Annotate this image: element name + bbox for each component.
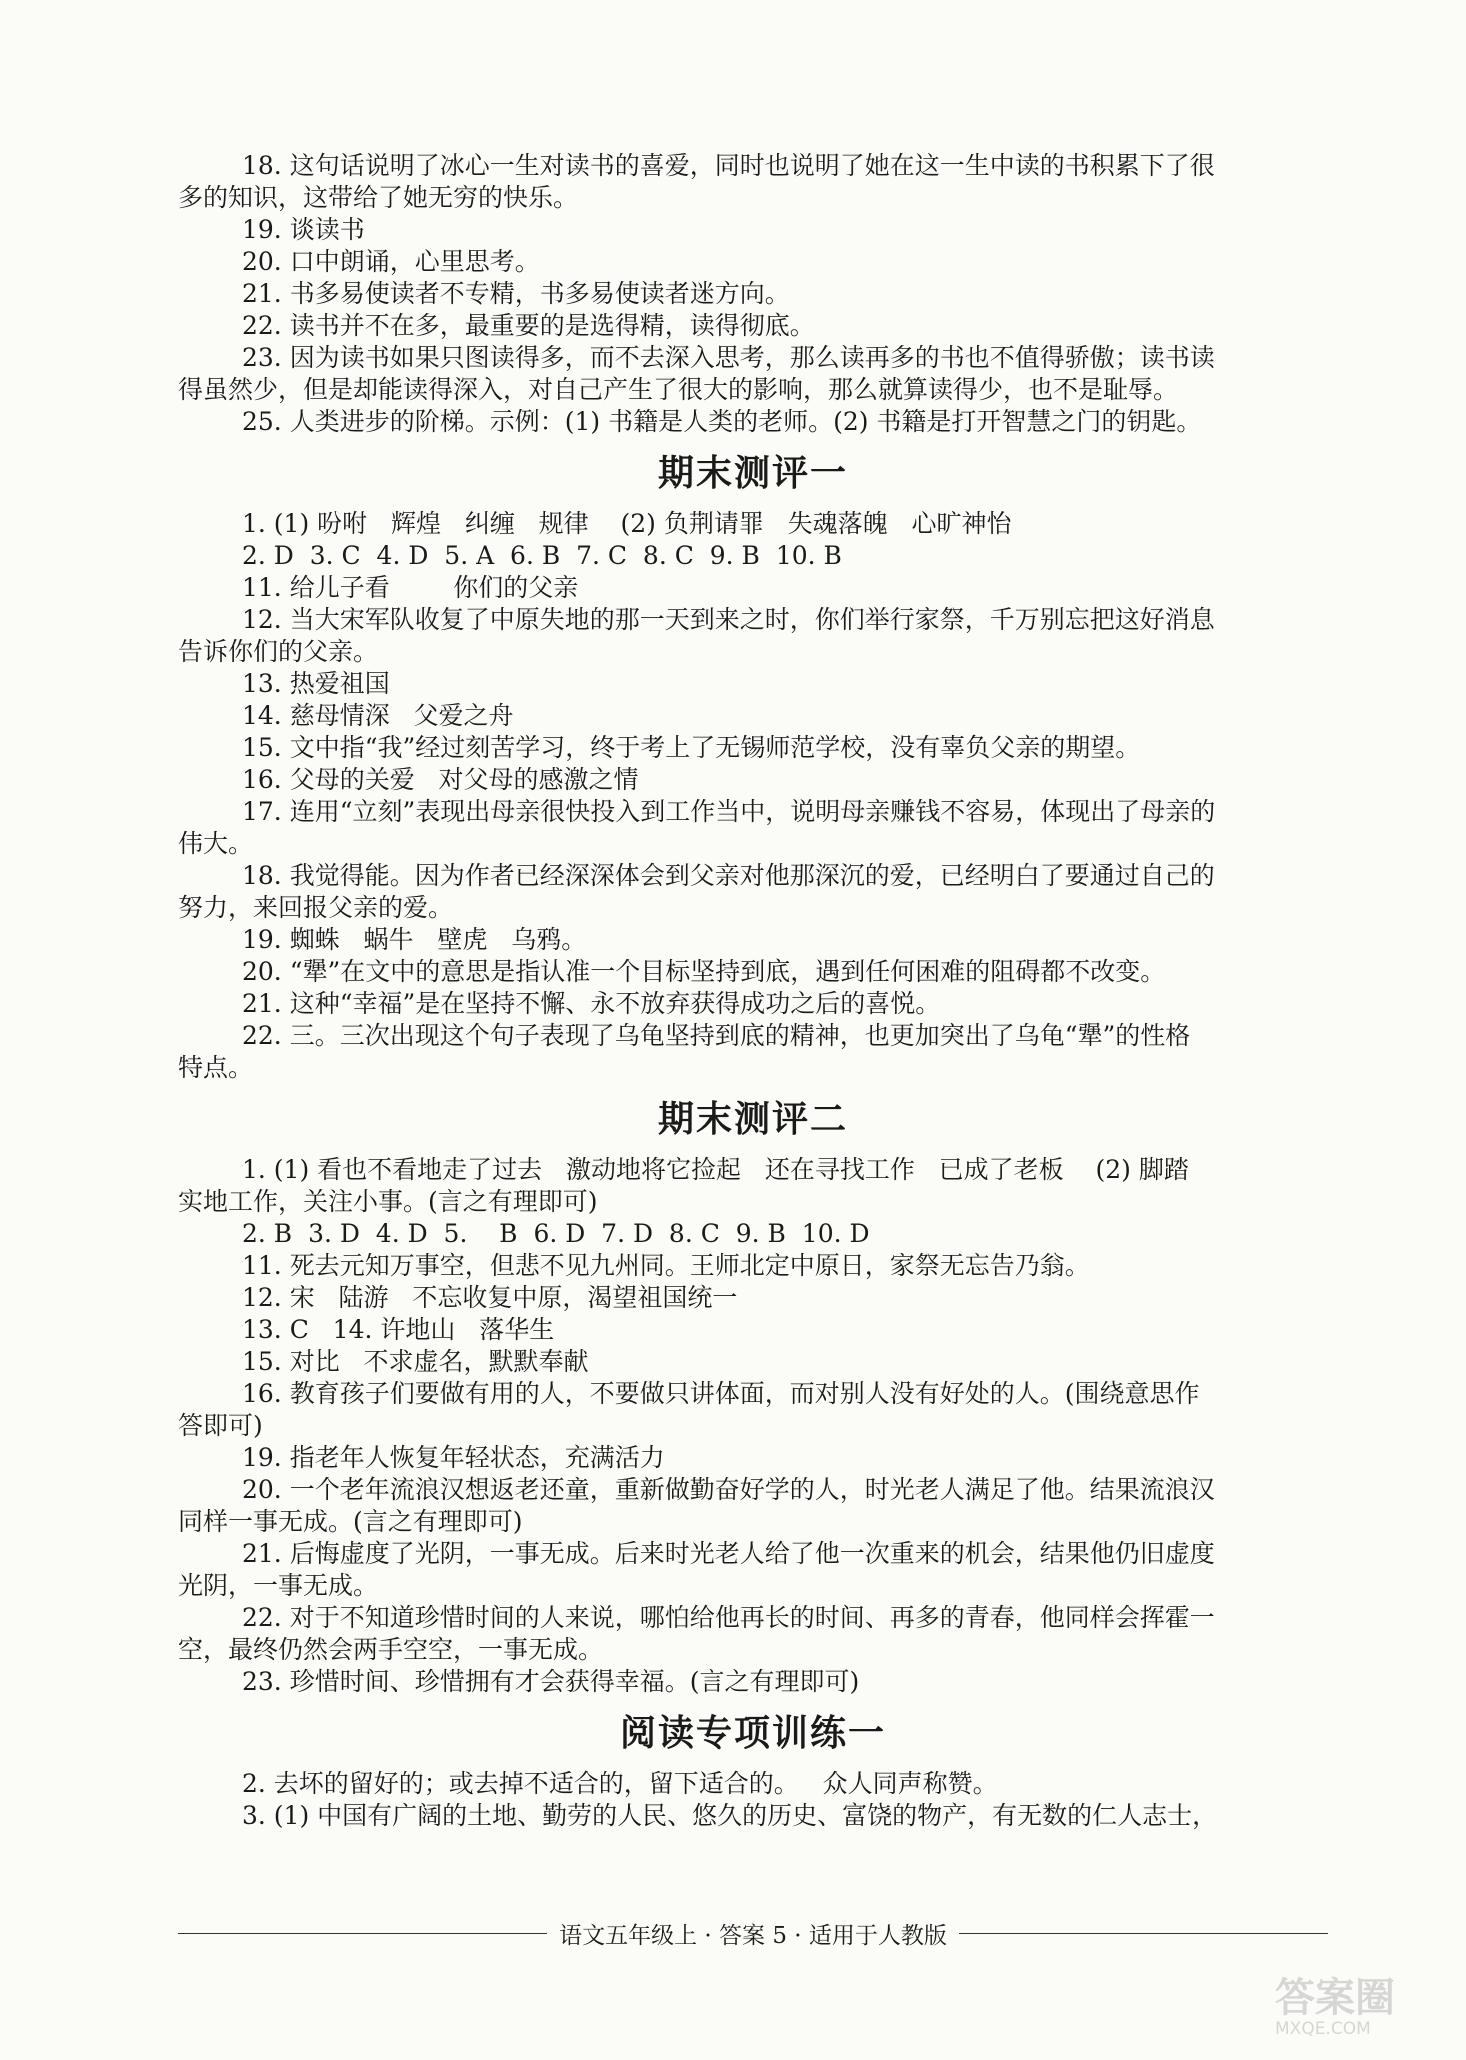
answer-line: 实地工作，关注小事。(言之有理即可): [178, 1187, 598, 1216]
answer-line: 1. (1) 吩咐 辉煌 纠缠 规律 (2) 负荆请罪 失魂落魄 心旷神怡: [242, 509, 1012, 538]
answer-line: 同样一事无成。(言之有理即可): [178, 1507, 523, 1536]
answer-line: 13. C 14. 许地山 落华生: [242, 1315, 555, 1344]
answer-line: 16. 父母的关爱 对父母的感激之情: [242, 765, 639, 794]
section-title-final-test-1: 期末测评一: [657, 453, 848, 494]
footer-rule-left: [178, 1933, 547, 1934]
answer-line: 特点。: [178, 1053, 254, 1082]
answer-line: 光阴，一事无成。: [178, 1571, 379, 1600]
answer-line: 21. 书多易使读者不专精，书多易使读者迷方向。: [242, 279, 790, 308]
section-title-final-test-2: 期末测评二: [657, 1099, 848, 1140]
section-final-test-1-answers: [178, 508, 1328, 1084]
answer-line: 2. D 3. C 4. D 5. A 6. B 7. C 8. C 9. B 10. B: [242, 541, 842, 570]
answer-line: 20. 一个老年流浪汉想返老还童，重新做勤奋好学的人，时光老人满足了他。结果流浪汉: [242, 1475, 1215, 1504]
answer-line: 伟大。: [178, 829, 254, 858]
watermark: [1275, 1975, 1450, 2039]
answer-line: 空，最终仍然会两手空空，一事无成。: [178, 1635, 604, 1664]
footer-rule-right: [959, 1933, 1328, 1934]
answer-line: 11. 死去元知万事空，但悲不见九州同。王师北定中原日，家祭无忘告乃翁。: [242, 1251, 1090, 1280]
answer-line: 2. 去坏的留好的；或去掉不适合的，留下适合的。 众人同声称赞。: [242, 1769, 998, 1798]
answer-line: 23. 因为读书如果只图读得多，而不去深入思考，那么读再多的书也不值得骄傲；读书读: [242, 343, 1215, 372]
answer-line: 17. 连用“立刻”表现出母亲很快投入到工作当中，说明母亲赚钱不容易，体现出了母亲的: [242, 797, 1216, 826]
answer-line: 多的知识，这带给了她无穷的快乐。: [178, 183, 579, 212]
answer-line: 22. 对于不知道珍惜时间的人来说，哪怕给他再长的时间、再多的青春，他同样会挥霍一: [242, 1603, 1215, 1632]
answer-line: 告诉你们的父亲。: [178, 637, 379, 666]
answer-page: [178, 150, 1328, 1832]
answer-line: 2. B 3. D 4. D 5. B 6. D 7. D 8. C 9. B 10. D: [242, 1219, 870, 1248]
answer-line: 19. 蜘蛛 蜗牛 壁虎 乌鸦。: [242, 925, 587, 954]
answer-line: 21. 这种“幸福”是在坚持不懈、永不放弃获得成功之后的喜悦。: [242, 989, 941, 1018]
answer-line: 19. 指老年人恢复年轻状态，充满活力: [242, 1443, 665, 1472]
answer-line: 11. 给儿子看 你们的父亲: [242, 573, 579, 602]
section-continued-answers: [178, 150, 1328, 438]
section-reading-training-1-answers: [178, 1768, 1328, 1832]
section-title-reading-training-1: 阅读专项训练一: [619, 1713, 886, 1754]
answer-line: 15. 对比 不求虚名，默默奉献: [242, 1347, 589, 1376]
watermark-url: MXQE.COM: [1275, 2019, 1371, 2039]
answer-line: 答即可): [178, 1411, 263, 1440]
answer-line: 16. 教育孩子们要做有用的人，不要做只讲体面，而对别人没有好处的人。(围绕意思作: [242, 1379, 1200, 1408]
answer-line: 18. 我觉得能。因为作者已经深深体会到父亲对他那深沉的爱，已经明白了要通过自己的: [242, 861, 1215, 890]
answer-line: 22. 三。三次出现这个句子表现了乌龟坚持到底的精神，也更加突出了乌龟“犟”的性格: [242, 1021, 1191, 1050]
answer-line: 13. 热爱祖国: [242, 669, 390, 698]
answer-line: 14. 慈母情深 父爱之舟: [242, 701, 514, 730]
watermark-logo: 答案圈: [1275, 1975, 1395, 2021]
footer-text: 语文五年级上 · 答案 5 · 适用于人教版: [559, 1922, 947, 1949]
page-footer: [178, 1918, 1328, 1948]
section-final-test-2-answers: [178, 1154, 1328, 1698]
answer-line: 21. 后悔虚度了光阴，一事无成。后来时光老人给了他一次重来的机会，结果他仍旧虚度: [242, 1539, 1215, 1568]
answer-line: 12. 宋 陆游 不忘收复中原，渴望祖国统一: [242, 1283, 738, 1312]
answer-line: 18. 这句话说明了冰心一生对读书的喜爱，同时也说明了她在这一生中读的书积累下了很: [242, 151, 1215, 180]
answer-line: 20. 口中朗诵，心里思考。: [242, 247, 540, 276]
answer-line: 3. (1) 中国有广阔的土地、勤劳的人民、悠久的历史、富饶的物产，有无数的仁人志士，: [242, 1801, 1218, 1830]
answer-line: 22. 读书并不在多，最重要的是选得精，读得彻底。: [242, 311, 815, 340]
answer-line: 19. 谈读书: [242, 215, 365, 244]
answer-line: 得虽然少，但是却能读得深入，对自己产生了很大的影响，那么就算读得少，也不是耻辱。: [178, 375, 1179, 404]
answer-line: 23. 珍惜时间、珍惜拥有才会获得幸福。(言之有理即可): [242, 1667, 860, 1696]
answer-line: 25. 人类进步的阶梯。示例：(1) 书籍是人类的老师。(2) 书籍是打开智慧之门的钥匙。: [242, 407, 1202, 436]
answer-line: 1. (1) 看也不看地走了过去 激动地将它捡起 还在寻找工作 已成了老板 (2) 脚踏: [242, 1155, 1189, 1184]
answer-line: 15. 文中指“我”经过刻苦学习，终于考上了无锡师范学校，没有辜负父亲的期望。: [242, 733, 1141, 762]
answer-line: 努力，来回报父亲的爱。: [178, 893, 454, 922]
answer-line: 12. 当大宋军队收复了中原失地的那一天到来之时，你们举行家祭，千万别忘把这好消息: [242, 605, 1215, 634]
answer-line: 20. “犟”在文中的意思是指认准一个目标坚持到底，遇到任何困难的阻碍都不改变。: [242, 957, 1166, 986]
